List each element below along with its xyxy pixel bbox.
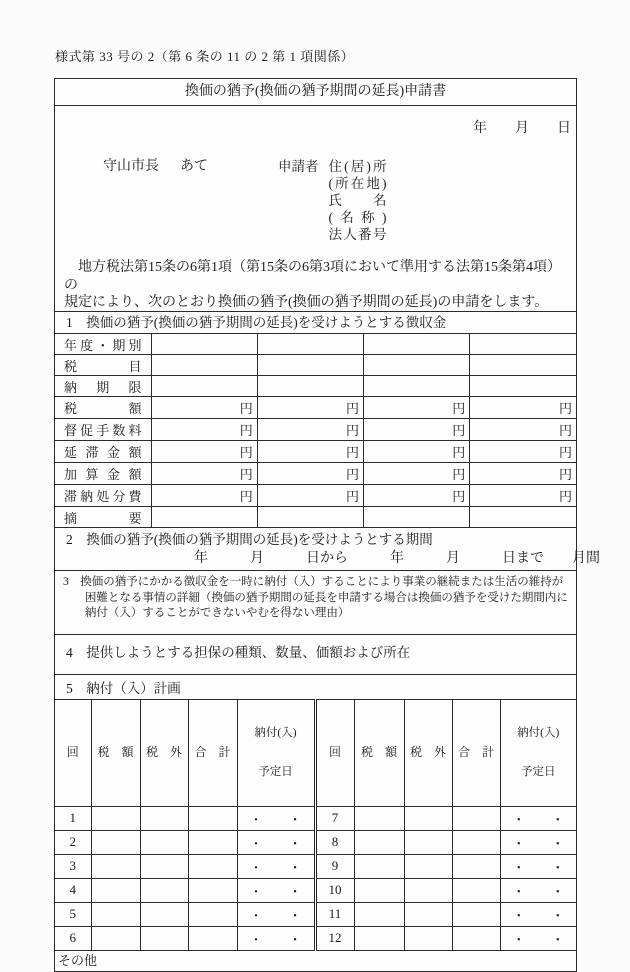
col-header-total: 合 計 xyxy=(188,699,237,806)
yen-cell: 円 xyxy=(257,441,363,463)
empty-cell xyxy=(91,902,140,926)
table-row xyxy=(55,485,576,507)
section2 xyxy=(55,528,600,570)
applicant-block xyxy=(278,158,387,243)
period-line: 年 月 日から 年 月 日まで 月間 xyxy=(194,551,600,566)
empty-cell xyxy=(140,830,188,854)
declaration-paragraph xyxy=(64,259,570,312)
empty-cell xyxy=(364,355,470,376)
row-label-demand-fee: 督促手数料 xyxy=(55,419,151,441)
col-header-tax-amount: 税 額 xyxy=(354,699,404,806)
empty-cell xyxy=(257,507,363,528)
payment-row xyxy=(55,830,576,854)
empty-cell xyxy=(404,878,452,902)
empty-cell xyxy=(364,376,470,397)
section3 xyxy=(55,570,576,634)
yen-cell: 円 xyxy=(470,463,576,485)
col-header-round: 回 xyxy=(315,699,354,806)
yen-cell: 円 xyxy=(257,397,363,419)
applicant-title-label: (名称) xyxy=(328,210,387,225)
yen-cell: 円 xyxy=(364,419,470,441)
yen-cell: 円 xyxy=(470,441,576,463)
collection-money-table xyxy=(55,333,576,528)
empty-cell xyxy=(91,878,140,902)
empty-cell xyxy=(188,854,237,878)
col-header-payment-date: 納付(入) 予定日 xyxy=(237,699,315,806)
empty-cell xyxy=(151,334,257,355)
yen-cell: 円 xyxy=(151,463,257,485)
payment-row xyxy=(55,878,576,902)
col-header-total: 合 計 xyxy=(452,699,500,806)
table-row xyxy=(55,376,576,397)
round-number: 10 xyxy=(315,878,354,902)
section3-heading: 3 換価の猶予にかかる徴収金を一時に納付（入）することにより事業の継続または生活の維持が困難となる事情の詳細（換価の猶予期間の延長を申請する場合は換価の猶予を受けた期間内に納付（入）することができないやむを得ない理由） xyxy=(63,576,568,619)
applicant-location-label: (所在地) xyxy=(328,176,387,191)
yen-cell: 円 xyxy=(257,463,363,485)
date-dots-cell: ・ ・ xyxy=(237,878,315,902)
empty-cell xyxy=(140,902,188,926)
round-number: 9 xyxy=(315,854,354,878)
empty-cell xyxy=(140,878,188,902)
empty-cell xyxy=(354,926,404,950)
addressee-suffix: あて xyxy=(180,159,208,174)
row-label-tax-amount: 税額 xyxy=(55,397,151,419)
empty-cell xyxy=(140,926,188,950)
table-row xyxy=(55,441,576,463)
yen-cell: 円 xyxy=(151,485,257,507)
round-number: 8 xyxy=(315,830,354,854)
empty-cell xyxy=(364,334,470,355)
empty-cell xyxy=(257,355,363,376)
empty-cell xyxy=(452,878,500,902)
applicant-label: 申請者 xyxy=(278,159,319,174)
payment-row xyxy=(55,902,576,926)
date-dots-cell: ・ ・ xyxy=(237,854,315,878)
col-header-payment-date: 納付(入) 予定日 xyxy=(500,699,576,806)
date-dots-cell: ・ ・ xyxy=(500,830,576,854)
payment-row xyxy=(55,854,576,878)
empty-cell xyxy=(257,334,363,355)
applicant-name-label: 氏名 xyxy=(328,193,387,208)
date-dots-cell: ・ ・ xyxy=(500,926,576,950)
table-row xyxy=(55,397,576,419)
form-number: 様式第 33 号の 2（第 6 条の 11 の 2 第 1 項関係） xyxy=(55,49,355,64)
round-number: 11 xyxy=(315,902,354,926)
date-dots-cell: ・ ・ xyxy=(500,902,576,926)
yen-cell: 円 xyxy=(151,441,257,463)
empty-cell xyxy=(188,830,237,854)
empty-cell xyxy=(354,830,404,854)
empty-cell xyxy=(364,507,470,528)
empty-cell xyxy=(470,355,576,376)
empty-cell xyxy=(151,355,257,376)
date-dots-cell: ・ ・ xyxy=(237,830,315,854)
empty-cell xyxy=(404,806,452,830)
round-number: 1 xyxy=(55,806,91,830)
empty-cell xyxy=(404,854,452,878)
row-label-remarks: 摘要 xyxy=(55,507,151,528)
yen-cell: 円 xyxy=(364,397,470,419)
other-row: その他 xyxy=(58,952,98,968)
row-label-fiscal-year: 年度・期別 xyxy=(55,334,151,355)
empty-cell xyxy=(404,926,452,950)
empty-cell xyxy=(91,806,140,830)
applicant-fields xyxy=(329,158,387,243)
empty-cell xyxy=(188,806,237,830)
yen-cell: 円 xyxy=(151,419,257,441)
table-row xyxy=(55,419,576,441)
empty-cell xyxy=(188,878,237,902)
empty-cell xyxy=(470,376,576,397)
empty-cell xyxy=(188,926,237,950)
round-number: 7 xyxy=(315,806,354,830)
round-number: 4 xyxy=(55,878,91,902)
empty-cell xyxy=(470,334,576,355)
col-header-non-tax: 税 外 xyxy=(404,699,452,806)
empty-cell xyxy=(151,376,257,397)
empty-cell xyxy=(470,507,576,528)
table-row xyxy=(55,334,576,355)
form-header-section xyxy=(55,106,576,311)
declaration-line: 規定により、次のとおり換価の猶予(換価の猶予期間の延長)の申請をします。 xyxy=(64,295,549,310)
row-label-surcharge-amount: 加算金額 xyxy=(55,463,151,485)
round-number: 12 xyxy=(315,926,354,950)
yen-cell: 円 xyxy=(364,485,470,507)
col-header-non-tax: 税 外 xyxy=(140,699,188,806)
payment-row xyxy=(55,926,576,950)
empty-cell xyxy=(151,507,257,528)
applicant-corporate-number-label: 法人番号 xyxy=(328,227,387,242)
empty-cell xyxy=(354,854,404,878)
date-dots-cell: ・ ・ xyxy=(237,902,315,926)
date-dots-cell: ・ ・ xyxy=(500,878,576,902)
table-row xyxy=(55,355,576,376)
round-number: 3 xyxy=(55,854,91,878)
empty-cell xyxy=(91,926,140,950)
section1-heading: 1 換価の猶予(換価の猶予期間の延長)を受けようとする徴収金 xyxy=(55,311,576,333)
addressee-name: 守山市長 xyxy=(103,159,159,174)
empty-cell xyxy=(257,376,363,397)
round-number: 6 xyxy=(55,926,91,950)
table-row xyxy=(55,463,576,485)
row-label-delinquency-amount: 延滞金額 xyxy=(55,441,151,463)
declaration-line: 地方税法第15条の6第1項（第15条の6第3項において準用する法第15条第4項）の xyxy=(64,260,561,293)
addressee-line xyxy=(75,139,208,191)
yen-cell: 円 xyxy=(151,397,257,419)
empty-cell xyxy=(140,854,188,878)
row-label-tax-item: 税目 xyxy=(55,355,151,376)
date-dots-cell: ・ ・ xyxy=(500,806,576,830)
yen-cell: 円 xyxy=(364,463,470,485)
date-dots-cell: ・ ・ xyxy=(500,854,576,878)
row-label-due-date: 納期限 xyxy=(55,376,151,397)
empty-cell xyxy=(91,854,140,878)
empty-cell xyxy=(452,926,500,950)
empty-cell xyxy=(354,902,404,926)
round-number: 5 xyxy=(55,902,91,926)
yen-cell: 円 xyxy=(257,419,363,441)
empty-cell xyxy=(452,806,500,830)
table-row xyxy=(55,507,576,528)
application-form xyxy=(54,78,600,972)
yen-cell: 円 xyxy=(257,485,363,507)
round-number: 2 xyxy=(55,830,91,854)
section2-heading: 2 換価の猶予(換価の猶予期間の延長)を受けようとする期間 xyxy=(66,532,433,547)
empty-cell xyxy=(354,878,404,902)
empty-cell xyxy=(404,902,452,926)
date-dots-cell: ・ ・ xyxy=(237,926,315,950)
date-line: 年 月 日 xyxy=(473,121,571,136)
yen-cell: 円 xyxy=(470,397,576,419)
section4-heading: 4 提供しようとする担保の種類、数量、価額および所在 xyxy=(55,634,576,674)
payment-header-row xyxy=(55,699,576,806)
empty-cell xyxy=(452,854,500,878)
empty-cell xyxy=(140,806,188,830)
empty-cell xyxy=(354,806,404,830)
col-header-round: 回 xyxy=(55,699,91,806)
empty-cell xyxy=(188,902,237,926)
applicant-address-label: 住(居)所 xyxy=(328,159,387,174)
yen-cell: 円 xyxy=(364,441,470,463)
date-dots-cell: ・ ・ xyxy=(237,806,315,830)
yen-cell: 円 xyxy=(470,485,576,507)
yen-cell: 円 xyxy=(470,419,576,441)
payment-row xyxy=(55,806,576,830)
empty-cell xyxy=(452,830,500,854)
empty-cell xyxy=(91,830,140,854)
section5-heading: 5 納付（入）計画 xyxy=(55,674,576,699)
payment-plan-table xyxy=(55,699,576,951)
form-title: 換価の猶予(換価の猶予期間の延長)申請書 xyxy=(55,79,576,106)
row-label-disposition-cost: 滞納処分費 xyxy=(55,485,151,507)
empty-cell xyxy=(404,830,452,854)
col-header-tax-amount: 税 額 xyxy=(91,699,140,806)
empty-cell xyxy=(452,902,500,926)
